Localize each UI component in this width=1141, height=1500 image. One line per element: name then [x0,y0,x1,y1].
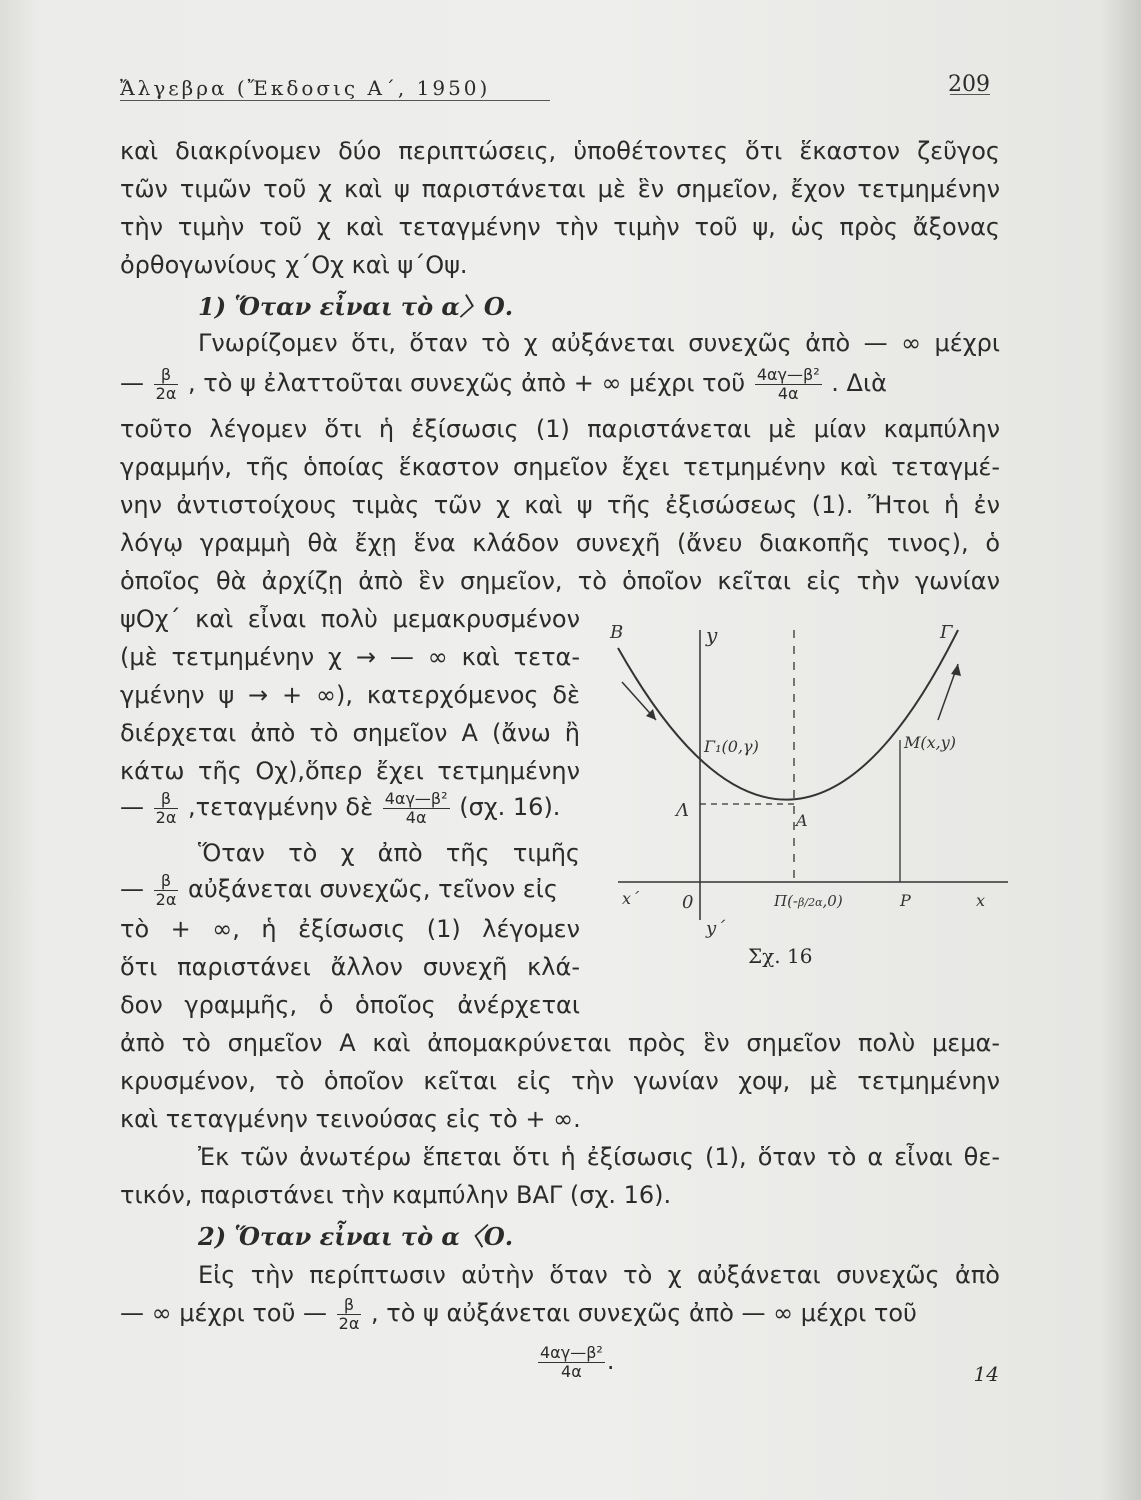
fraction-vertex-ordinate [383,790,450,827]
fraction-numerator: 4αγ—β² [756,364,820,384]
label-P-suffix: ,0) [822,892,843,910]
parabola-curve [618,630,958,800]
label-A: Α [796,811,808,830]
text-line: τοῦτο λέγομεν ὅτι ἡ ἐξίσωσις (1) παριστάνεται μὲ μίαν καμπύλην [120,415,1000,443]
text-line: Εἰς τὴν περίπτωσιν αὐτὴν ὅταν τὸ χ αὐξάνεται συνεχῶς ἀπὸ [198,1261,1000,1289]
text-line: Γνωρίζομεν ὅτι, ὅταν τὸ χ αὐξάνεται συνεχῶς ἀπὸ — ∞ μέχρι [198,329,1000,357]
text-line: τικόν, παριστάνει τὴν καμπύλην ΒΑΓ (σχ. 16). [120,1181,672,1209]
fraction-denominator: 4α [405,807,427,827]
text-segment: . Διὰ [831,369,887,397]
text-line: κάτω τῆς Οχ),ὅπερ ἔχει τετμημένην [120,757,580,785]
label-P [773,892,843,910]
display-fraction-line [536,1342,614,1381]
text-line: καὶ διακρίνομεν δύο περιπτώσεις, ὑποθέτοντες ὅτι ἕκαστον ζεῦγος [120,137,1000,165]
text-segment: , τὸ ψ αὐξάνεται συνεχῶς ἀπὸ — ∞ μέχρι τοῦ [371,1299,917,1327]
running-title: Ἄλγεβρα (Ἔκδοσις Α΄, 1950) [120,76,491,100]
text-line-with-fractions [120,870,558,909]
text-line: ὁποῖος θὰ ἀρχίζῃ ἀπὸ ἓν σημεῖον, τὸ ὁποῖον κεῖται εἰς τὴν γωνίαν [120,567,1000,595]
figure-caption: Σχ. 16 [748,944,813,968]
text-line: ὅτι παριστάνει ἄλλον συνεχῆ κλά- [120,953,580,981]
text-line: γμένην ψ → + ∞), κατερχόμενος δὲ [120,681,580,709]
fraction-denominator: 4α [561,1361,582,1381]
fraction-beta-over-2alpha [154,366,179,403]
label-B: Β [610,622,624,643]
fraction-numerator: 4αγ—β² [384,788,448,808]
text-segment: ,τεταγμένην δὲ [188,793,374,821]
text-line: τῶν τιμῶν τοῦ χ καὶ ψ παριστάνεται μὲ ἓν σημεῖον, ἔχον τετμημένην [120,175,1000,203]
section-heading-2: 2) Ὅταν εἶναι τὸ α〈Ο. [198,1222,514,1251]
fraction-vertex-ordinate [538,1344,605,1381]
section-heading-1: 1) Ὅταν εἶναι τὸ α〉Ο. [198,292,514,321]
header-rule-right [950,94,990,95]
fraction-denominator: 4α [777,383,799,403]
text-line-with-fractions [120,788,560,827]
signature-mark: 14 [973,1362,999,1386]
fraction-beta-over-2alpha [337,1296,362,1333]
text-line: καὶ τεταγμένην τεινούσας εἰς τὸ + ∞. [120,1105,581,1133]
label-x-neg: x΄ [622,889,640,908]
fraction-denominator: 2α [338,1313,360,1333]
label-O: 0 [682,892,694,913]
text-line: (μὲ τετμημένην χ → — ∞ καὶ τετα- [120,643,580,671]
label-G: Γ [940,622,953,643]
text-line: τὸ + ∞, ἡ ἐξίσωσις (1) λέγομεν [120,915,580,943]
text-line: Ἐκ τῶν ἀνωτέρω ἕπεται ὅτι ἡ ἐξίσωσις (1), ὅταν τὸ α εἶναι θε- [198,1143,1000,1171]
running-header [120,72,990,108]
fraction-numerator: β [337,1296,362,1315]
text-line: κρυσμένον, τὸ ὁποῖον κεῖται εἰς τὴν γωνίαν χοψ, μὲ τετμημένην [120,1067,1000,1095]
text-line: ψΟχ΄ καὶ εἶναι πολὺ μεμακρυσμένον [120,605,580,633]
label-x: x [976,891,986,910]
text-line: δον γραμμῆς, ὁ ὁποῖος ἀνέρχεται [120,991,580,1019]
label-y-neg: y΄ [706,918,726,939]
text-segment: (σχ. 16). [459,793,561,821]
text-line: διέρχεται ἀπὸ τὸ σημεῖον Α (ἄνω ἢ [120,719,580,747]
fraction-numerator: 4αγ—β² [540,1342,603,1362]
minus-sign: — [120,875,144,903]
header-rule [120,100,550,101]
text-line: ὀρθογωνίους χ΄Οχ καὶ ψ΄Οψ. [120,251,468,279]
ascending-arrowhead [951,664,961,676]
text-line: λόγῳ γραμμὴ θὰ ἔχῃ ἕνα κλάδον συνεχῆ (ἄνευ διακοπῆς τινος), ὁ [120,529,1000,557]
fraction-denominator: 2α [155,383,177,403]
minus-sign: — [120,793,144,821]
page-number: 209 [948,72,990,97]
text-segment: αὐξάνεται συνεχῶς, τεῖνον εἰς [188,875,558,903]
label-L: Λ [676,800,689,821]
fraction-vertex-ordinate [755,366,822,403]
text-line-with-fractions [120,1294,1000,1333]
fraction-numerator: β [154,872,179,891]
text-line: Ὅταν τὸ χ ἀπὸ τῆς τιμῆς [198,839,580,867]
minus-sign: — [120,369,144,397]
text-line: νην ἀντιστοίχους τιμὰς τῶν χ καὶ ψ τῆς ἐξισώσεως (1). Ἤτοι ἡ ἐν [120,491,1000,519]
label-P-fraction: β/2α [798,896,823,909]
text-line-with-fractions [120,364,1000,403]
label-Rho: Ρ [900,891,911,910]
fraction-denominator: 2α [155,807,177,827]
text-line: τὴν τιμὴν τοῦ χ καὶ τεταγμένην τὴν τιμὴν τοῦ ψ, ὡς πρὸς ἄξονας [120,213,1000,241]
fraction-numerator: β [154,366,179,385]
label-y: y [706,623,718,647]
label-P-prefix: Π(- [774,892,799,910]
fraction-numerator: β [154,790,179,809]
label-G1: Γ₁(0,γ) [704,737,759,756]
text-line: ἀπὸ τὸ σημεῖον Α καὶ ἀπομακρύνεται πρὸς ἓν σημεῖον πολὺ μεμα- [120,1029,1000,1057]
fraction-beta-over-2alpha [154,872,179,909]
label-M: Μ(x,y) [904,733,957,752]
figure-16-parabola [608,620,1008,940]
fraction-denominator: 2α [155,889,177,909]
text-segment: — ∞ μέχρι τοῦ — [120,1299,327,1327]
fraction-beta-over-2alpha [154,790,179,827]
period: . [606,1347,615,1375]
text-line: γραμμήν, τῆς ὁποίας ἕκαστον σημεῖον ἔχει τετμημένην καὶ τεταγμέ- [120,453,1000,481]
text-segment: , τὸ ψ ἐλαττοῦται συνεχῶς ἀπὸ + ∞ μέχρι τοῦ [188,369,746,397]
